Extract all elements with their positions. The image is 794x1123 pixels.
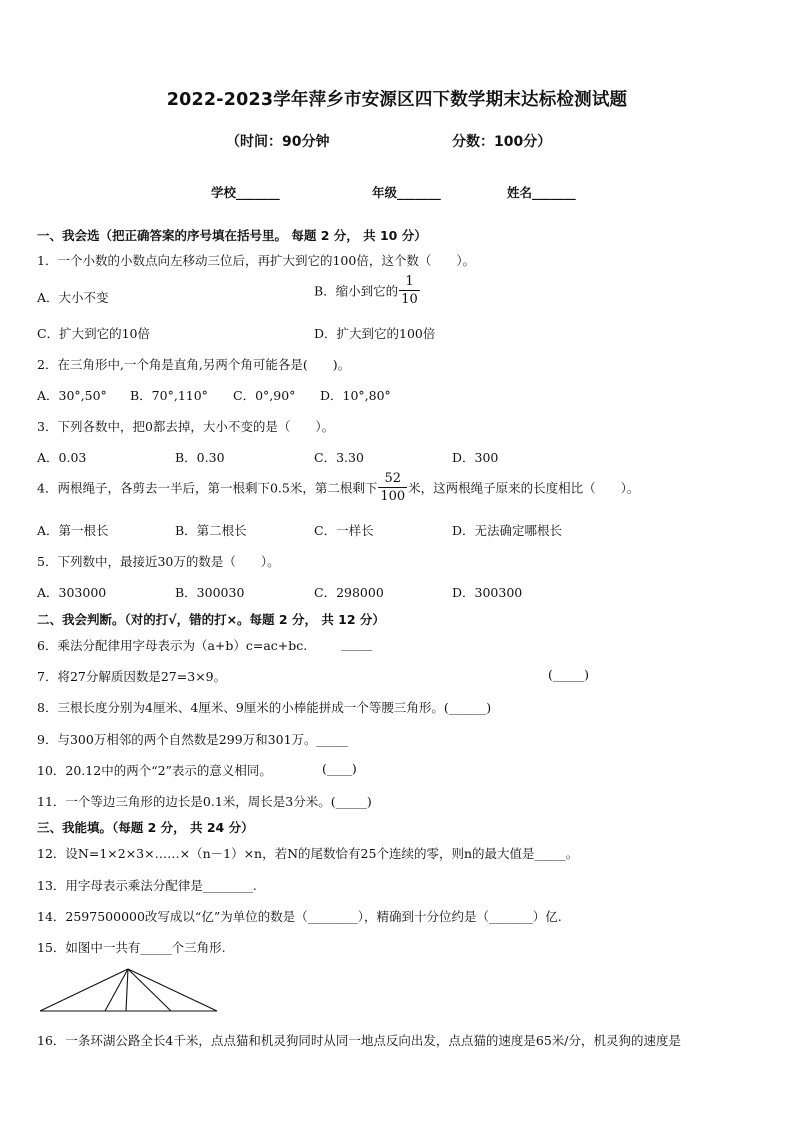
question-5: 5．下列数中，最接近30万的数是（ ）。 [37, 554, 280, 569]
q1-option-b-label: B．缩小到它的 [314, 283, 399, 299]
school-field: 学校_______ [211, 185, 280, 200]
figure-inner-line [105, 969, 128, 1011]
question-7: 7．将27分解质因数是27=3×9。 [37, 669, 227, 684]
fraction-numerator: 1 [405, 274, 414, 289]
fraction-52-100 [378, 472, 407, 503]
q1-option-c: C．扩大到它的10倍 [37, 326, 150, 341]
q5-option-c: C．298000 [314, 585, 384, 600]
q4-option-b: B．第二根长 [175, 523, 247, 538]
question-11: 11．一个等边三角形的边长是0.1米，周长是3分米。(_____) [37, 794, 372, 809]
figure-right-edge [128, 969, 217, 1011]
figure-inner-line [126, 969, 128, 1011]
question-15: 15．如图中一共有_____个三角形. [37, 940, 226, 955]
page-title: 2022-2023学年萍乡市安源区四下数学期末达标检测试题 [166, 90, 628, 110]
q4-option-c: C．一样长 [314, 523, 374, 538]
q2-option-a: A．30°,50° [37, 388, 107, 403]
figure-inner-line [128, 969, 171, 1011]
q4-option-d: D．无法确定哪根长 [452, 523, 563, 538]
fraction-numerator: 52 [384, 471, 402, 486]
q10-answer-blank: (____) [322, 761, 357, 776]
q1-option-d: D．扩大到它的100倍 [314, 326, 436, 341]
fraction-denominator: 100 [380, 489, 406, 504]
question-4-text-end: 米，这两根绳子原来的长度相比（ ）。 [408, 480, 640, 496]
question-6: 6．乘法分配律用字母表示为（a+b）c=ac+bc. [37, 638, 308, 653]
q4-option-a: A．第一根长 [37, 523, 109, 538]
section-heading-judge: 二、我会判断。（对的打√，错的打×。每题 2 分， 共 12 分） [37, 612, 385, 627]
q2-option-b: B．70°,110° [130, 388, 208, 403]
q1-option-a: A．大小不变 [37, 290, 109, 305]
exam-time: （时间：90分钟 [226, 134, 330, 150]
exam-score: 分数：100分） [452, 134, 552, 150]
question-10: 10．20.12中的两个“2”表示的意义相同。 [37, 763, 272, 778]
question-9: 9．与300万相邻的两个自然数是299万和301万。_____ [37, 732, 348, 747]
question-3: 3．下列各数中，把0都去掉，大小不变的是（ ）。 [37, 419, 335, 434]
q2-option-c: C．0°,90° [233, 388, 296, 403]
figure-left-edge [40, 969, 128, 1011]
q3-option-c: C．3.30 [314, 450, 364, 465]
question-4-text-start: 4．两根绳子，各剪去一半后，第一根剩下0.5米，第二根剩下 [37, 480, 378, 496]
q5-option-a: A．303000 [37, 585, 107, 600]
question-2: 2．在三角形中,一个角是直角,另两个角可能各是( )。 [37, 357, 351, 372]
q5-option-d: D．300300 [452, 585, 523, 600]
triangle-figure [38, 966, 220, 1014]
q3-option-a: A．0.03 [37, 450, 87, 465]
name-field: 姓名_______ [507, 185, 576, 200]
question-1: 1．一个小数的小数点向左移动三位后，再扩大到它的100倍，这个数（ ）。 [37, 253, 476, 268]
q6-answer-blank: _____ [341, 636, 373, 651]
question-13: 13．用字母表示乘法分配律是________. [37, 878, 257, 893]
q2-option-d: D．10°,80° [320, 388, 391, 403]
q3-option-d: D．300 [452, 450, 499, 465]
q7-answer-blank: (_____) [548, 667, 590, 682]
q5-option-b: B．300030 [175, 585, 245, 600]
section-heading-choice: 一、我会选（把正确答案的序号填在括号里。 每题 2 分， 共 10 分） [37, 228, 427, 243]
question-12: 12．设N=1×2×3×……×（n－1）×n，若N的尾数恰有25个连续的零，则n的最大值是_____。 [37, 846, 579, 861]
fraction-denominator: 10 [401, 292, 418, 307]
question-16: 16．一条环湖公路全长4千米，点点猫和机灵狗同时从同一地点反向出发，点点猫的速度是65米/分，机灵狗的速度是 [37, 1033, 681, 1048]
question-14: 14．2597500000改写成以“亿”为单位的数是（________），精确到十分位约是（_______）亿. [37, 909, 562, 924]
grade-field: 年级_______ [372, 185, 441, 200]
fraction-one-tenth [399, 275, 420, 306]
q1-option-b [314, 275, 421, 306]
section-heading-fill: 三、我能填。（每题 2 分， 共 24 分） [37, 820, 254, 835]
question-8: 8．三根长度分别为4厘米、4厘米、9厘米的小棒能拼成一个等腰三角形。(______) [37, 700, 492, 715]
question-4 [37, 472, 639, 503]
q3-option-b: B．0.30 [175, 450, 225, 465]
